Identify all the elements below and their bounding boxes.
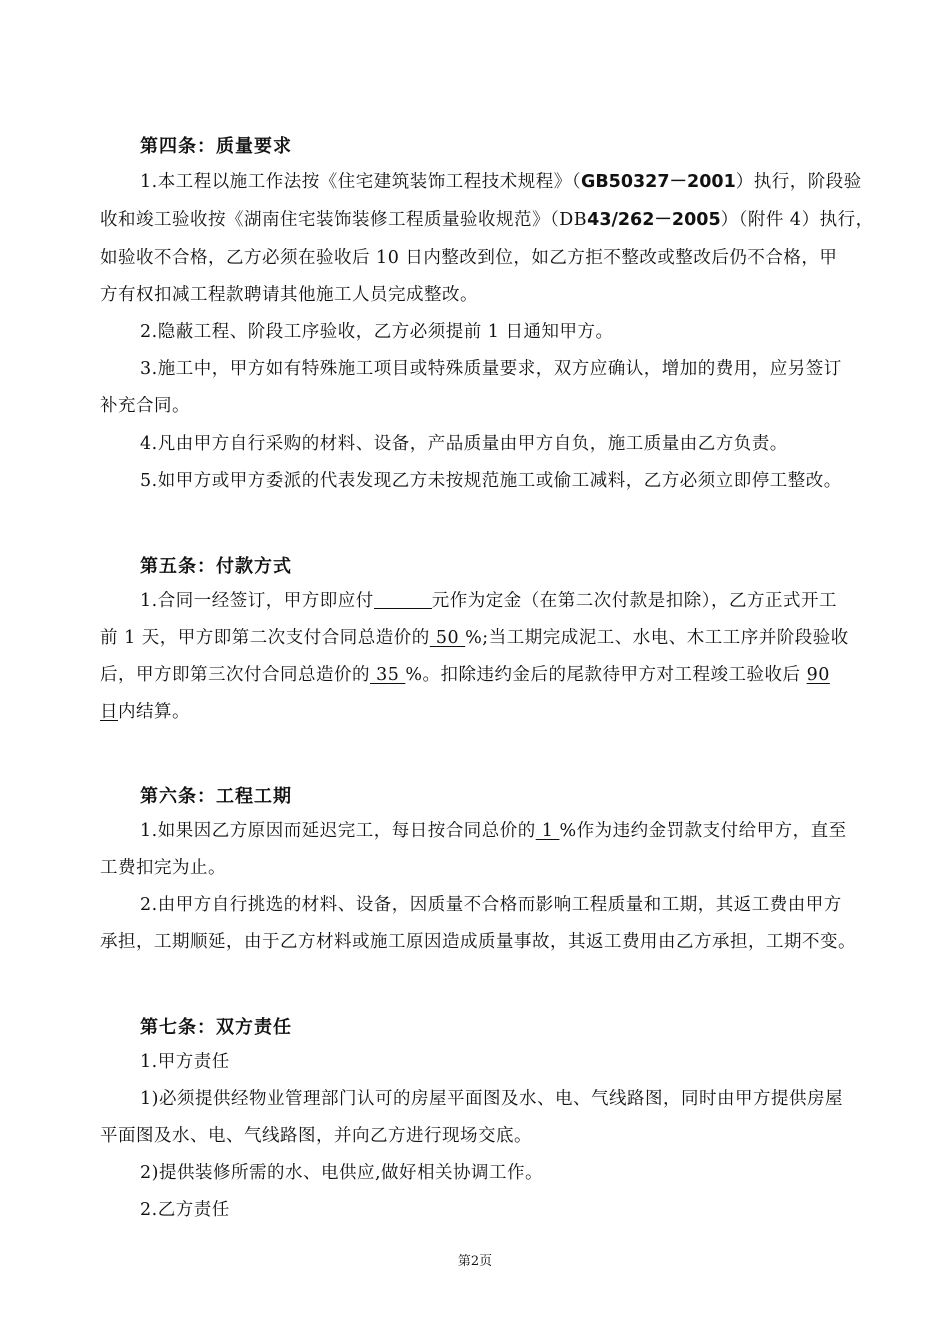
section-4-para-1-line-2 <box>100 206 874 231</box>
section-5-line-1 <box>140 587 837 612</box>
section-6-heading: 第六条：工程工期 <box>140 786 292 807</box>
text: 1.如果因乙方原因而延迟完工，每日按合同总价的 <box>140 821 536 841</box>
section-4-para-3-line-1: 3.施工中，甲方如有特殊施工项目或特殊质量要求，双方应确认，增加的费用，应另签订 <box>140 359 842 379</box>
text: ）执行，阶段验 <box>735 172 862 192</box>
section-4-para-1-line-4: 方有权扣减工程款聘请其他施工人员完成整改。 <box>100 285 478 305</box>
section-4-heading: 第四条：质量要求 <box>140 136 292 157</box>
section-5-line-4 <box>100 698 190 723</box>
section-7-line-5: 2.乙方责任 <box>140 1200 230 1220</box>
section-4-para-1-line-3: 如验收不合格，乙方必须在验收后 10 日内整改到位，如乙方拒不整改或整改后仍不合格，甲 <box>100 248 838 268</box>
section-7-line-3: 平面图及水、电、气线路图，并向乙方进行现场交底。 <box>100 1126 532 1146</box>
section-5-heading: 第五条：付款方式 <box>140 556 292 577</box>
section-5-line-2 <box>100 624 849 649</box>
text: 日 <box>100 702 118 722</box>
text: %;当工期完成泥工、水电、木工工序并阶段验收 <box>465 628 849 648</box>
text: 后，甲方即第三次付合同总造价的 <box>100 665 370 685</box>
text: ）（附件 4）执行， <box>720 210 874 230</box>
text: 元作为定金（在第二次付款是扣除），乙方正式开工 <box>431 591 837 611</box>
section-7-heading: 第七条：双方责任 <box>140 1017 292 1038</box>
section-4-para-1-line-1 <box>140 168 862 193</box>
deposit-blank <box>374 590 432 609</box>
section-6-line-2: 工费扣完为止。 <box>100 858 226 878</box>
penalty-percent: 1 <box>535 821 560 841</box>
text: %。扣除违约金后的尾款待甲方对工程竣工验收后 <box>405 665 807 685</box>
section-7-line-1: 1.甲方责任 <box>140 1052 230 1072</box>
third-payment-percent: 35 <box>370 665 406 685</box>
section-7-line-4: 2)提供装修所需的水、电供应,做好相关协调工作。 <box>140 1163 544 1183</box>
standard-code: 43/262－2005 <box>587 210 721 230</box>
section-6-line-3: 2.由甲方自行挑选的材料、设备，因质量不合格而影响工程质量和工期，其返工费由甲方 <box>140 895 842 915</box>
section-4-para-4: 4.凡由甲方自行采购的材料、设备，产品质量由甲方自负，施工质量由乙方负责。 <box>140 434 788 454</box>
text: 1.本工程以施工作法按《住宅建筑装饰工程技术规程》（ <box>140 172 581 192</box>
section-5-line-3 <box>100 661 830 686</box>
text: 前 1 天，甲方即第二次支付合同总造价的 <box>100 628 430 648</box>
section-4-para-3-line-2: 补充合同。 <box>100 396 190 416</box>
text: 收和竣工验收按《湖南住宅装饰装修工程质量验收规范》（DB <box>100 210 588 230</box>
standard-code: GB50327－2001 <box>580 172 736 192</box>
text: %作为违约金罚款支付给甲方，直至 <box>559 821 847 841</box>
text: 1.合同一经签订，甲方即应付 <box>140 591 374 611</box>
section-4-para-2: 2.隐蔽工程、阶段工序验收，乙方必须提前 1 日通知甲方。 <box>140 322 614 342</box>
section-6-line-4: 承担，工期顺延，由于乙方材料或施工原因造成质量事故，其返工费用由乙方承担，工期不变。 <box>100 932 856 952</box>
section-4-para-5: 5.如甲方或甲方委派的代表发现乙方未按规范施工或偷工减料，乙方必须立即停工整改。 <box>140 471 842 491</box>
page-number: 第2页 <box>457 1254 493 1269</box>
text: 内结算。 <box>118 702 190 722</box>
second-payment-percent: 50 <box>429 628 466 648</box>
settlement-days: 90 <box>806 665 830 685</box>
section-7-line-2: 1)必须提供经物业管理部门认可的房屋平面图及水、电、气线路图，同时由甲方提供房屋 <box>140 1089 843 1109</box>
section-6-line-1 <box>140 817 847 842</box>
